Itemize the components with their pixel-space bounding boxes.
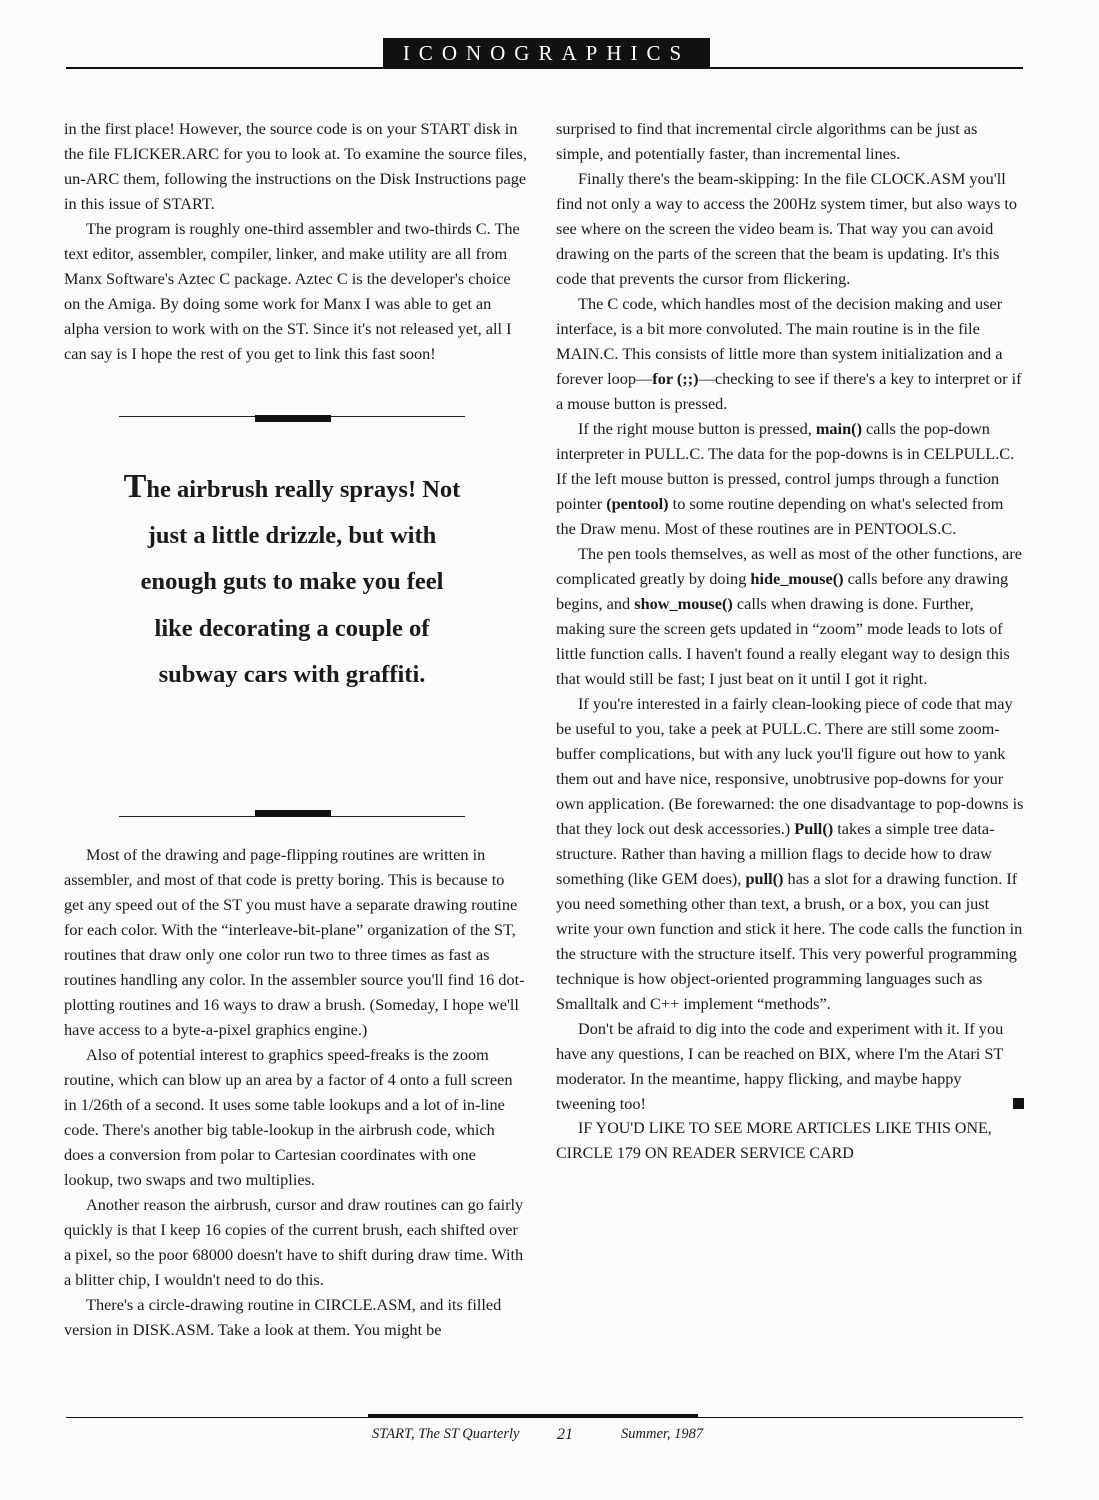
code-snippet: (pentool) xyxy=(606,494,669,513)
paragraph: If the right mouse button is pressed, main() calls the pop-down interpreter in PULL.C. The data for the pop-downs is in CELPULL.C. If the left mouse button is pressed, control jumps through a function pointer (pentool) to some routine depending on what's selected from the Draw menu. Most of these routines are in PENTOOLS.C. xyxy=(556,419,1015,538)
pull-quote-top-rule xyxy=(119,416,465,417)
paragraph: If you're interested in a fairly clean-looking piece of code that may be useful to you, take a peek at PULL.C. There are still some zoom-buffer complications, but with any luck you'll figure out how to yank them out and have nice, responsive, unobtrusive pop-downs for your own application. (Be forewarned: the one disadvantage to pop-downs is that they lock out desk accessories.) Pull() takes a simple tree data-structure. Rather than having a million flags to decide how to draw something (like GEM does), pull() has a slot for a drawing function. If you need something other than text, a brush, or a box, you can just write your own function and stick it here. The code calls the function in the structure with the structure itself. This very powerful programming technique is how object-oriented programming languages such as Smalltalk and C++ implement “methods”. xyxy=(556,694,1024,1013)
paragraph: Don't be afraid to dig into the code and experiment with it. If you have any questions, I can be reached on BIX, where I'm the Atari ST moderator. In the meantime, happy flicking, and maybe happy tweening too! xyxy=(556,1016,1024,1116)
paragraph: The program is roughly one-third assembler and two-thirds C. The text editor, assembler, compiler, linker, and make utility are all from Manx Software's Aztec C package. Aztec C is the developer's choice on the Amiga. By doing some work for Manx I was able to get an alpha version to work with on the ST. Since it's not released yet, all I can say is I hope the rest of you get to link this fast soon! xyxy=(64,219,520,363)
pull-quote xyxy=(119,414,465,819)
paragraph: surprised to find that incremental circle algorithms can be just as simple, and potentially faster, than incremental lines. xyxy=(556,119,978,163)
footer-bar xyxy=(368,1414,698,1418)
code-snippet: show_mouse() xyxy=(634,594,733,613)
code-snippet: hide_mouse() xyxy=(750,569,844,588)
paragraph: There's a circle-drawing routine in CIRCLE.ASM, and its filled version in DISK.ASM. Take a look at them. You might be xyxy=(64,1295,502,1339)
pull-quote-body: he airbrush really sprays! Not just a little drizzle, but with enough guts to make you feel like decorating a couple of subway cars with graffiti. xyxy=(140,476,461,688)
code-snippet: for (;;) xyxy=(652,369,699,388)
paragraph: Another reason the airbrush, cursor and draw routines can go fairly quickly is that I keep 16 copies of the current brush, each shifted over a pixel, so the poor 68000 doesn't have to shift during draw time. With a blitter chip, I wouldn't need to do this. xyxy=(64,1195,524,1289)
paragraph: Most of the drawing and page-flipping routines are written in assembler, and most of that code is pretty boring. This is because to get any speed out of the ST you must have a separate drawing routine for each color. With the “interleave-bit-plane” organization of the ST, routines that draw only one color run two to three times as fast as routines handling any color. In the assembler source you'll find 16 dot-plotting routines and 16 ways to draw a brush. (Someday, I hope we'll have access to a byte-a-pixel graphics engine.) xyxy=(64,845,525,1039)
footer-issue: Summer, 1987 xyxy=(621,1426,704,1442)
left-column-bottom xyxy=(64,842,528,1342)
paragraph: in the first place! However, the source code is on your START disk in the file FLICKER.ARC for you to look at. To examine the source files, un-ARC them, following the instructions on the Disk Instructions page in this issue of START. xyxy=(64,119,527,213)
header-rule xyxy=(66,67,1023,69)
paragraph: The C code, which handles most of the decision making and user interface, is a bit more convoluted. The main routine is in the file MAIN.C. This consists of little more than system initialization and a forever loop—for (;;)—checking to see if there's a key to interpret or if a mouse button is pressed. xyxy=(556,294,1022,413)
section-title: ICONOGRAPHICS xyxy=(402,40,691,65)
page-number: 21 xyxy=(557,1426,573,1443)
paragraph: Finally there's the beam-skipping: In the file CLOCK.ASM you'll find not only a way to access the 200Hz system timer, but also ways to see where on the screen the video beam is. That way you can avoid drawing on the parts of the screen that the beam is updating. It's this code that prevents the cursor from flickering. xyxy=(556,169,1018,288)
code-snippet: pull() xyxy=(745,869,784,888)
footer-publication: START, The ST Quarterly xyxy=(372,1426,520,1442)
reader-service-note: IF YOU'D LIKE TO SEE MORE ARTICLES LIKE THIS ONE, CIRCLE 179 ON READER SERVICE CARD xyxy=(556,1120,992,1162)
pull-quote-text xyxy=(119,464,465,698)
code-snippet: main() xyxy=(815,419,862,438)
left-column-top xyxy=(64,116,528,366)
pull-quote-bottom-rule xyxy=(119,816,465,817)
end-of-article-mark xyxy=(1013,1098,1024,1109)
paragraph: The pen tools themselves, as well as most of the other functions, are complicated greatly by doing hide_mouse() calls before any drawing begins, and show_mouse() calls when drawing is done. Further, making sure the screen gets updated in “zoom” mode leads to lots of little function calls. I haven't found a really elegant way to design this that would still be fast; I just beat on it until I got it right. xyxy=(556,544,1023,688)
pull-quote-drop-letter: T xyxy=(123,468,147,505)
code-snippet: Pull() xyxy=(794,819,834,838)
right-column xyxy=(556,116,1024,1166)
paragraph: Also of potential interest to graphics speed-freaks is the zoom routine, which can blow up an area by a factor of 4 onto a full screen in 1/26th of a second. It uses some table lookups and a lot of in-line code. There's another big table-lookup in the airbrush code, which does a conversion from polar to Cartesian coordinates with one lookup, two swaps and two multiplies. xyxy=(64,1045,513,1189)
section-header xyxy=(383,38,710,68)
